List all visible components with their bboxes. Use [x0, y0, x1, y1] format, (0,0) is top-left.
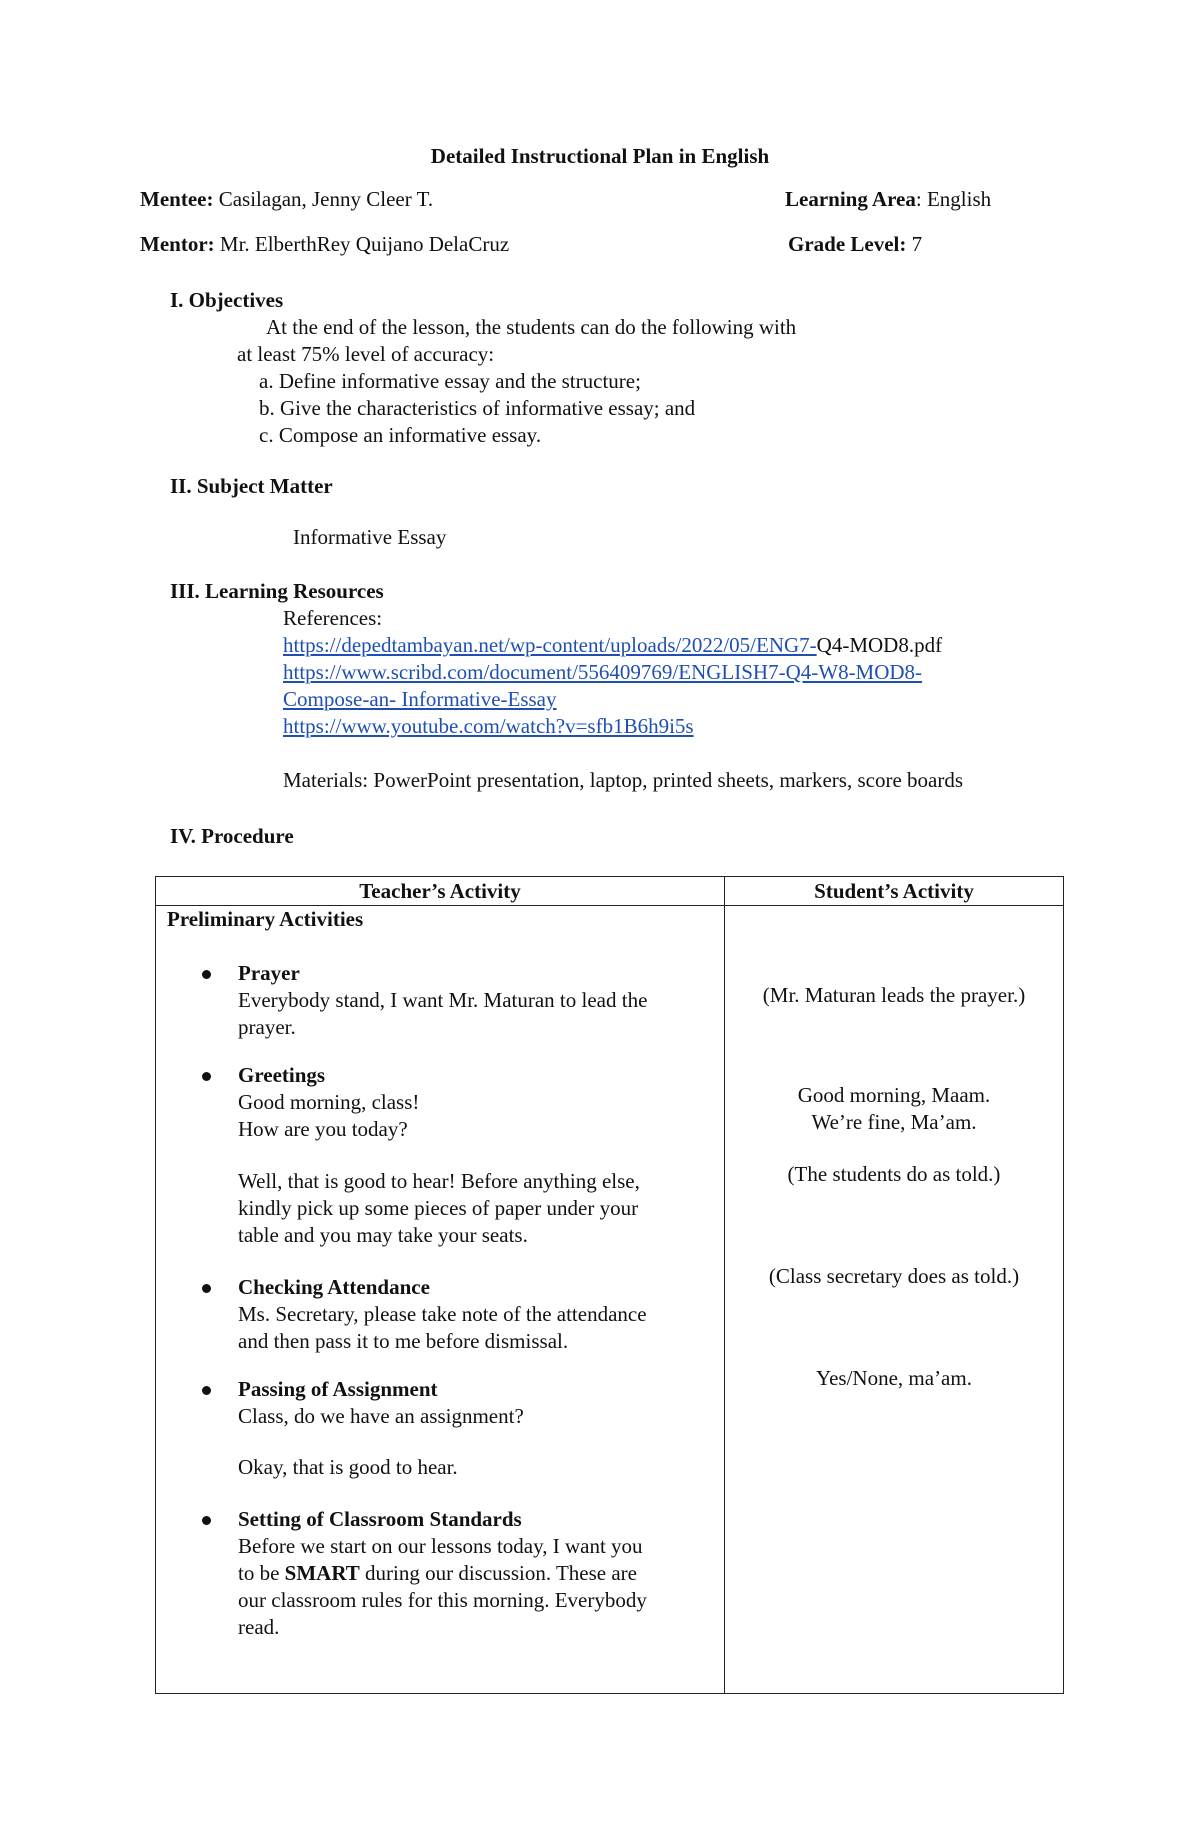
- bullet-icon: [202, 1284, 211, 1293]
- greetings-line-1: Good morning, class!: [238, 1090, 420, 1114]
- mentor-value: Mr. ElberthRey Quijano DelaCruz: [219, 232, 510, 256]
- objective-item-c: c. Compose an informative essay.: [259, 423, 542, 447]
- mentor-label: Mentor:: [140, 232, 215, 256]
- prayer-line-2: prayer.: [238, 1015, 296, 1039]
- references-label: References:: [283, 606, 383, 630]
- prayer-title: Prayer: [238, 961, 300, 985]
- grade-level-value: 7: [911, 232, 923, 256]
- bullet-icon: [202, 1072, 211, 1081]
- greetings-line-3: Well, that is good to hear! Before anything else,: [238, 1169, 640, 1193]
- standards-line-1: Before we start on our lessons today, I want you: [238, 1534, 643, 1558]
- attendance-student-response: (Class secretary does as told.): [768, 1264, 1020, 1288]
- procedure-heading: IV. Procedure: [170, 824, 294, 848]
- objectives-heading: I. Objectives: [170, 288, 284, 312]
- reference-link-1[interactable]: [283, 632, 942, 659]
- preliminary-activities-title: Preliminary Activities: [167, 907, 364, 931]
- mentee-label: Mentee:: [140, 187, 214, 211]
- standards-title: Setting of Classroom Standards: [238, 1507, 522, 1531]
- objectives-intro-2: at least 75% level of accuracy:: [237, 342, 495, 366]
- standards-line-2: [238, 1560, 637, 1587]
- reference-link-2-continued[interactable]: Compose-an- Informative-Essay: [283, 687, 557, 711]
- grade-level-line: [788, 231, 922, 258]
- objectives-intro-1: At the end of the lesson, the students can do the following with: [266, 315, 797, 339]
- greetings-student-response-3: (The students do as told.): [787, 1162, 1001, 1186]
- greetings-title: Greetings: [238, 1063, 326, 1087]
- reference-link-1-url[interactable]: https://depedtambayan.net/wp-content/uploads/2022/05/ENG7-: [283, 633, 817, 657]
- standards-line-4: read.: [238, 1615, 280, 1639]
- attendance-line-2: and then pass it to me before dismissal.: [238, 1329, 569, 1353]
- standards-line-2-a: to be: [238, 1561, 285, 1585]
- greetings-line-2: How are you today?: [238, 1117, 408, 1141]
- objective-item-b: b. Give the characteristics of informative essay; and: [259, 396, 696, 420]
- mentee-value: Casilagan, Jenny Cleer T.: [218, 187, 434, 211]
- bullet-icon: [202, 1516, 211, 1525]
- attendance-line-1: Ms. Secretary, please take note of the attendance: [238, 1302, 647, 1326]
- assignment-title: Passing of Assignment: [238, 1377, 438, 1401]
- mentee-line: [140, 186, 433, 213]
- subject-topic: Informative Essay: [293, 525, 447, 549]
- smart-keyword: SMART: [284, 1561, 360, 1585]
- student-activity-header: Student’s Activity: [725, 877, 1064, 906]
- assignment-student-response: Yes/None, ma’am.: [816, 1366, 972, 1390]
- prayer-line-1: Everybody stand, I want Mr. Maturan to lead the: [238, 988, 648, 1012]
- greetings-student-response-2: We’re fine, Ma’am.: [811, 1110, 977, 1134]
- assignment-line-1: Class, do we have an assignment?: [238, 1404, 524, 1428]
- student-activity-cell: [725, 906, 1064, 1694]
- prayer-student-response: (Mr. Maturan leads the prayer.): [762, 983, 1026, 1007]
- greetings-student-response-1: Good morning, Maam.: [797, 1083, 991, 1107]
- grade-level-label: Grade Level:: [788, 232, 907, 256]
- learning-area-label: Learning Area: [785, 187, 916, 211]
- assignment-line-2: Okay, that is good to hear.: [238, 1455, 458, 1479]
- attendance-title: Checking Attendance: [238, 1275, 430, 1299]
- procedure-table: [155, 876, 1064, 1694]
- greetings-line-5: table and you may take your seats.: [238, 1223, 528, 1247]
- bullet-icon: [202, 1386, 211, 1395]
- procedure-table-row: [156, 906, 1064, 1694]
- subject-matter-heading: II. Subject Matter: [170, 474, 333, 498]
- standards-line-2-c: during our discussion. These are: [359, 1561, 637, 1585]
- bullet-icon: [202, 970, 211, 979]
- standards-line-3: our classroom rules for this morning. Everybody: [238, 1588, 647, 1612]
- mentor-line: [140, 231, 509, 258]
- learning-area-line: [785, 186, 991, 213]
- procedure-table-header: [156, 877, 1064, 906]
- objective-item-a: a. Define informative essay and the structure;: [259, 369, 641, 393]
- teacher-activity-header: Teacher’s Activity: [156, 877, 725, 906]
- reference-link-1-suffix: Q4-MOD8.pdf: [816, 633, 943, 657]
- materials-line: Materials: PowerPoint presentation, laptop, printed sheets, markers, score boards: [283, 768, 963, 792]
- teacher-activity-cell: [156, 906, 725, 1694]
- learning-area-value: : English: [915, 187, 992, 211]
- reference-link-3[interactable]: https://www.youtube.com/watch?v=sfb1B6h9i5s: [283, 714, 694, 738]
- greetings-line-4: kindly pick up some pieces of paper under your: [238, 1196, 639, 1220]
- page-title: Detailed Instructional Plan in English: [430, 144, 770, 168]
- resources-heading: III. Learning Resources: [170, 579, 384, 603]
- reference-link-2[interactable]: https://www.scribd.com/document/556409769/ENGLISH7-Q4-W8-MOD8-: [283, 660, 923, 684]
